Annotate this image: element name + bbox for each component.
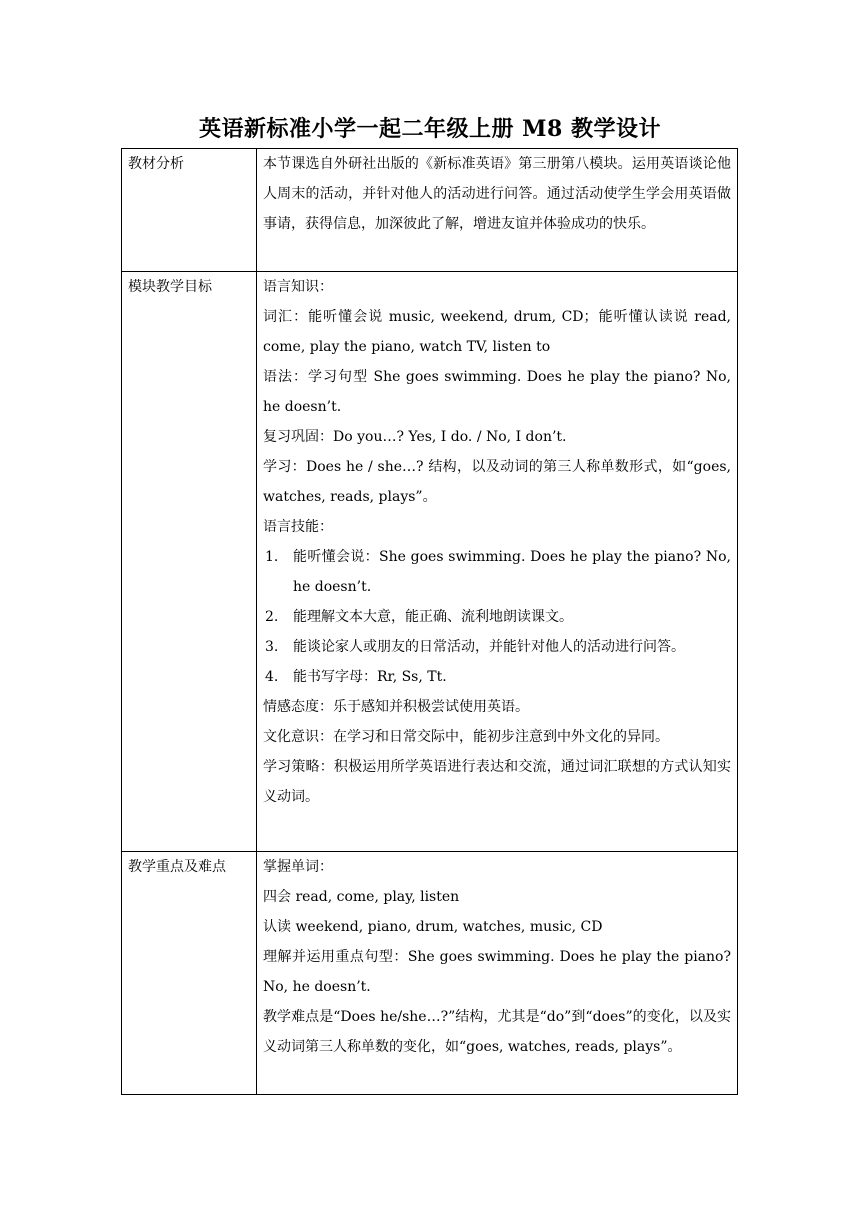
master-words-heading: 掌握单词： — [263, 859, 333, 875]
list-item-number: 4. — [265, 669, 279, 685]
row-label: 教材分析 — [122, 149, 257, 272]
list-item-text: 能听懂会说：She goes swimming. Does he play the piano? No, he doesn’t. — [293, 549, 731, 595]
recognize-words: 认读 weekend, piano, drum, watches, music, CD — [263, 919, 603, 935]
list-item-number: 3. — [265, 639, 279, 655]
row-label: 模块教学目标 — [122, 272, 257, 852]
study-text: 学习：Does he / she…? 结构，以及动词的第三人称单数形式，如“goes, watches, reads, plays”。 — [263, 459, 731, 505]
row-content — [257, 852, 738, 1095]
grammar-text: 语法：学习句型 She goes swimming. Does he play the piano? No, he doesn’t. — [263, 369, 731, 415]
list-item-number: 1. — [265, 549, 279, 565]
table-row-module-objectives — [122, 272, 738, 852]
difficulty-text: 教学难点是“Does he/she…?”结构，尤其是“do”到“does”的变化，以及实义动词第三人称单数的变化，如“goes, watches, reads, plays”。 — [263, 1009, 731, 1055]
review-text: 复习巩固：Do you…? Yes, I do. / No, I don’t. — [263, 429, 567, 445]
list-item — [263, 542, 731, 602]
list-item-text: 能谈论家人或朋友的日常活动，并能针对他人的活动进行问答。 — [293, 639, 685, 655]
knowledge-heading: 语言知识： — [263, 279, 333, 295]
row-content — [257, 149, 738, 272]
four-skills-words: 四会 read, come, play, listen — [263, 889, 460, 905]
document-title: 英语新标准小学一起二年级上册 M8 教学设计 — [199, 116, 661, 142]
row-content — [257, 272, 738, 852]
list-item — [263, 602, 731, 632]
list-item-text: 能书写字母：Rr, Ss, Tt. — [293, 669, 447, 685]
list-item — [263, 632, 731, 662]
list-item — [263, 662, 731, 692]
vocabulary-text: 词汇：能听懂会说 music, weekend, drum, CD；能听懂认读说 read, come, play the piano, watch TV, listen to — [263, 309, 731, 355]
skills-heading: 语言技能： — [263, 519, 333, 535]
table-row-material-analysis — [122, 149, 738, 272]
list-item-text: 能理解文本大意，能正确、流利地朗读课文。 — [293, 609, 573, 625]
strategy-text: 学习策略：积极运用所学英语进行表达和交流，通过词汇联想的方式认知实义动词。 — [263, 759, 731, 805]
list-item-number: 2. — [265, 609, 279, 625]
material-analysis-text: 本节课选自外研社出版的《新标准英语》第三册第八模块。运用英语谈论他人周末的活动，并针对他人的活动进行问答。通过活动使学生学会用英语做事请，获得信息，加深彼此了解，增进友谊并体验成功的快乐。 — [263, 156, 731, 232]
lesson-plan-table — [121, 148, 738, 1095]
row-label: 教学重点及难点 — [122, 852, 257, 1095]
attitude-text: 情感态度：乐于感知并积极尝试使用英语。 — [263, 699, 529, 715]
skills-list — [263, 542, 731, 692]
culture-text: 文化意识：在学习和日常交际中，能初步注意到中外文化的异同。 — [263, 729, 669, 745]
table-row-key-points — [122, 852, 738, 1095]
key-patterns-text: 理解并运用重点句型：She goes swimming. Does he play the piano? No, he doesn’t. — [263, 949, 731, 995]
